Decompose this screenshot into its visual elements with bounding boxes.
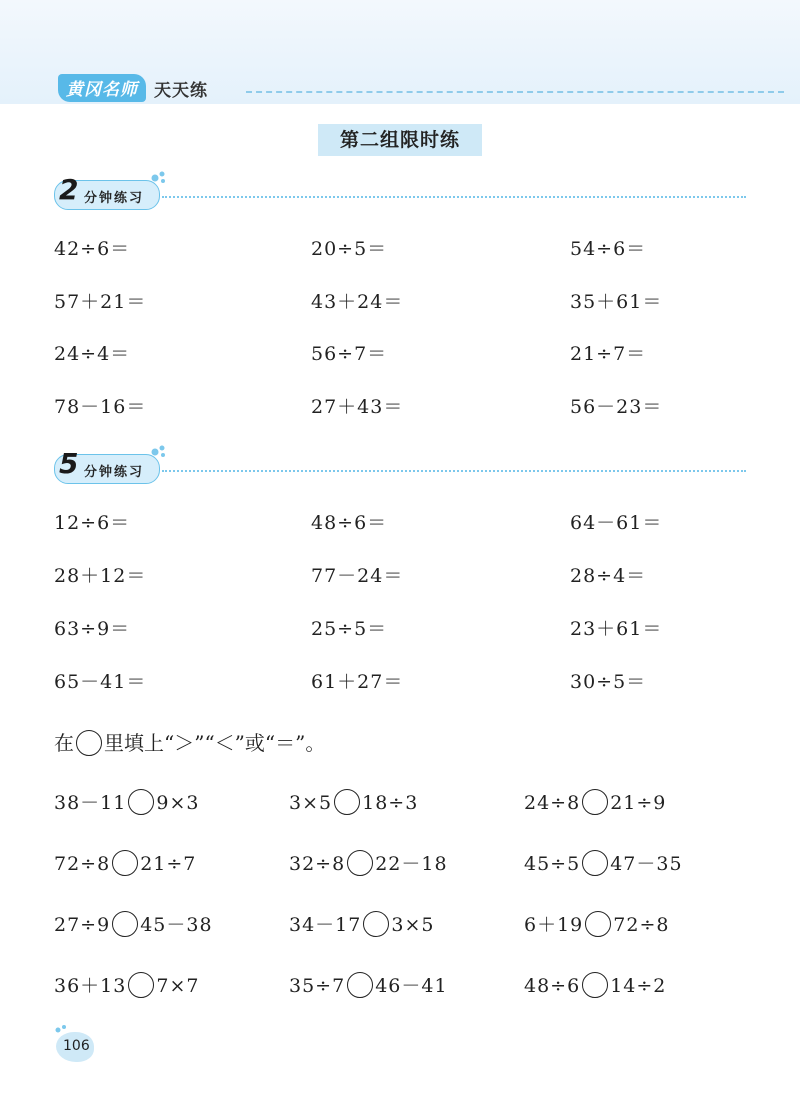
answer-circle[interactable]: [347, 972, 373, 998]
exercise-item: 28＋12＝: [54, 565, 147, 587]
answer-circle-sample: [76, 730, 102, 756]
brand-logo: 黄冈名师: [58, 74, 146, 102]
sparkle-icon: [150, 444, 168, 460]
exercise-item: 57＋21＝: [54, 291, 147, 313]
compare-row: [54, 786, 774, 820]
page-title: 第二组限时练: [318, 124, 482, 156]
timer-badge: [54, 447, 160, 484]
exercise-item: 35＋61＝: [570, 291, 663, 313]
instruction-pre: 在: [54, 731, 74, 755]
exercise-item: 64－61＝: [570, 512, 663, 534]
answer-circle[interactable]: [334, 789, 360, 815]
answer-circle[interactable]: [112, 911, 138, 937]
compare-right: 46－41: [375, 975, 448, 997]
answer-circle[interactable]: [582, 789, 608, 815]
compare-item: [54, 847, 196, 881]
compare-left: 6＋19: [524, 914, 584, 936]
compare-left: 48÷6: [524, 975, 581, 997]
exercise-item: 24÷4＝: [54, 343, 131, 365]
compare-right: 9×3: [156, 792, 200, 814]
compare-left: 27÷9: [54, 914, 111, 936]
compare-row: [54, 847, 774, 881]
exercise-item: 78－16＝: [54, 396, 147, 418]
exercise-item: 30÷5＝: [570, 671, 647, 693]
compare-item: [54, 908, 213, 942]
badge-minutes: 2: [59, 173, 79, 206]
compare-item: [524, 969, 666, 1003]
answer-circle[interactable]: [112, 850, 138, 876]
exercise-item: 42÷6＝: [54, 238, 131, 260]
exercise-item: 43＋24＝: [311, 291, 404, 313]
exercise-item: 56－23＝: [570, 396, 663, 418]
exercise-item: 48÷6＝: [311, 512, 388, 534]
exercise-item: 65－41＝: [54, 671, 147, 693]
compare-item: [289, 847, 448, 881]
compare-item: [289, 908, 434, 942]
compare-item: [524, 847, 683, 881]
exercise-item: 27＋43＝: [311, 396, 404, 418]
compare-right: 47－35: [610, 853, 683, 875]
exercise-row: [54, 561, 754, 591]
compare-item: [289, 786, 418, 820]
exercise-item: 77－24＝: [311, 565, 404, 587]
exercise-item: 56÷7＝: [311, 343, 388, 365]
section-header-5min: [54, 447, 754, 484]
answer-circle[interactable]: [128, 972, 154, 998]
compare-right: 3×5: [391, 914, 435, 936]
compare-right: 21÷7: [140, 853, 197, 875]
answer-circle[interactable]: [585, 911, 611, 937]
section-dotted-line: [162, 196, 746, 198]
section-dotted-line: [162, 470, 746, 472]
exercise-item: 28÷4＝: [570, 565, 647, 587]
answer-circle[interactable]: [128, 789, 154, 815]
compare-right: 18÷3: [362, 792, 419, 814]
brand-subtitle: 天天练: [154, 80, 208, 101]
exercise-item: 20÷5＝: [311, 238, 388, 260]
compare-row: [54, 969, 774, 1003]
compare-left: 35÷7: [289, 975, 346, 997]
exercise-item: 54÷6＝: [570, 238, 647, 260]
page-number-text: 106: [63, 1038, 90, 1054]
exercise-item: 21÷7＝: [570, 343, 647, 365]
instruction-text: [54, 727, 325, 759]
timer-badge: [54, 173, 160, 210]
header-dashed-line: [246, 91, 784, 93]
compare-right: 14÷2: [610, 975, 667, 997]
sparkle-icon: [54, 1024, 70, 1036]
answer-circle[interactable]: [363, 911, 389, 937]
exercise-row: [54, 287, 754, 317]
exercise-row: [54, 508, 754, 538]
compare-left: 72÷8: [54, 853, 111, 875]
badge-label: 分钟练习: [84, 465, 145, 480]
compare-left: 34－17: [289, 914, 362, 936]
answer-circle[interactable]: [582, 850, 608, 876]
compare-right: 72÷8: [613, 914, 670, 936]
badge-label: 分钟练习: [84, 191, 145, 206]
compare-item: [54, 786, 199, 820]
exercise-row: [54, 667, 754, 697]
exercise-item: 25÷5＝: [311, 618, 388, 640]
exercise-item: 61＋27＝: [311, 671, 404, 693]
compare-right: 22－18: [375, 853, 448, 875]
exercise-item: 63÷9＝: [54, 618, 131, 640]
section-header-2min: [54, 173, 754, 210]
exercise-row: [54, 392, 754, 422]
sparkle-icon: [150, 170, 168, 186]
compare-left: 24÷8: [524, 792, 581, 814]
instruction-post: 里填上“＞”“＜”或“＝”。: [104, 731, 326, 755]
page-number: [54, 1026, 98, 1062]
compare-left: 45÷5: [524, 853, 581, 875]
compare-left: 36＋13: [54, 975, 127, 997]
exercise-item: 23＋61＝: [570, 618, 663, 640]
compare-left: 32÷8: [289, 853, 346, 875]
compare-right: 45－38: [140, 914, 213, 936]
header-brand: [58, 74, 208, 102]
compare-left: 38－11: [54, 792, 127, 814]
exercise-item: 12÷6＝: [54, 512, 131, 534]
compare-item: [524, 786, 666, 820]
compare-right: 7×7: [156, 975, 200, 997]
answer-circle[interactable]: [347, 850, 373, 876]
compare-item: [524, 908, 669, 942]
badge-minutes: 5: [59, 447, 79, 480]
compare-right: 21÷9: [610, 792, 667, 814]
compare-item: [54, 969, 199, 1003]
exercise-row: [54, 339, 754, 369]
compare-left: 3×5: [289, 792, 333, 814]
answer-circle[interactable]: [582, 972, 608, 998]
compare-row: [54, 908, 774, 942]
exercise-row: [54, 614, 754, 644]
compare-item: [289, 969, 448, 1003]
exercise-row: [54, 234, 754, 264]
